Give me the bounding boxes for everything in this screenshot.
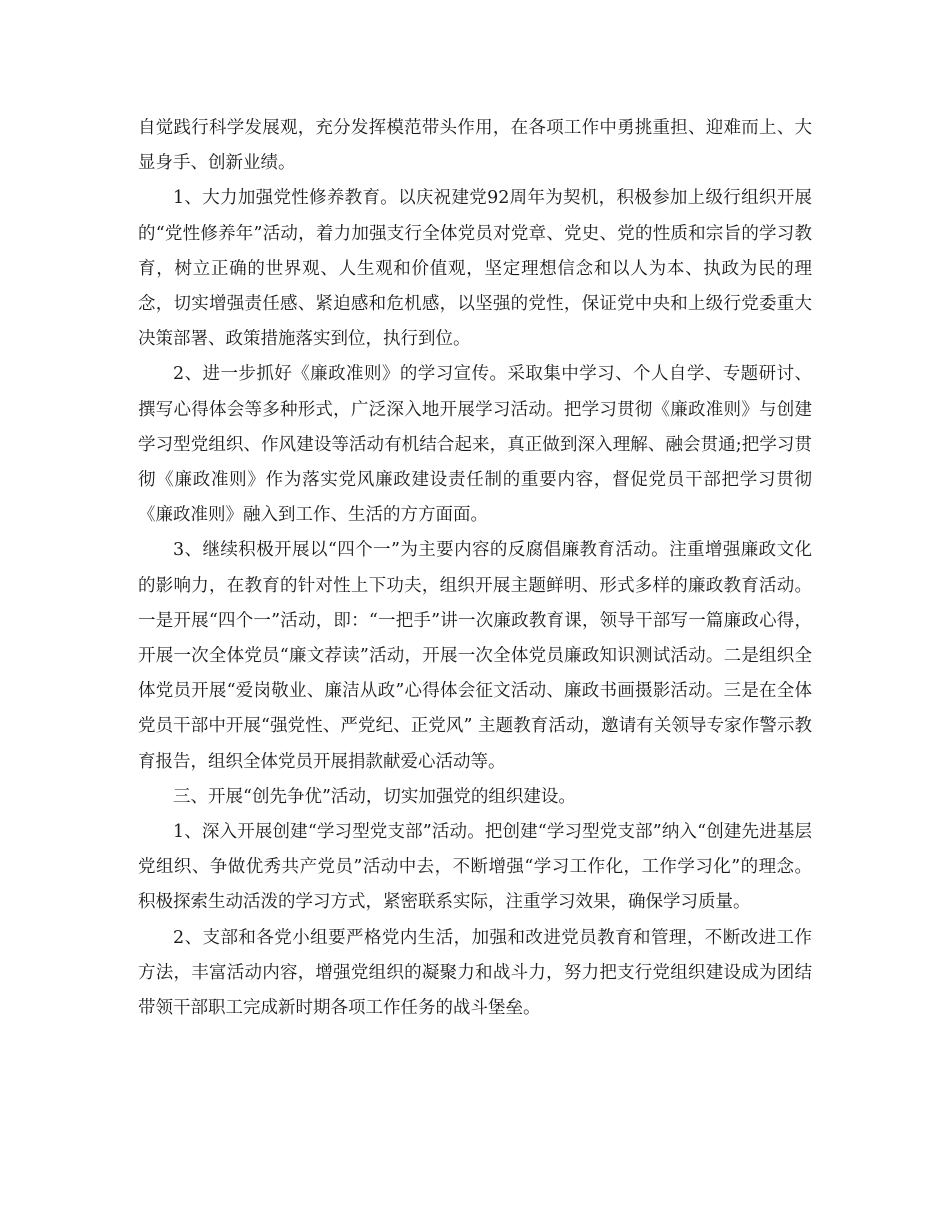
paragraph-continuation: 自觉践行科学发展观，充分发挥模范带头作用，在各项工作中勇挑重担、迎难而上、大显身手、创新业绩。: [138, 118, 812, 174]
paragraph-anti-corruption-activities: 3、继续积极开展以“四个一”为主要内容的反腐倡廉教育活动。注重增强廉政文化的影响力，在教育的针对性上下功夫，组织开展主题鲜明、形式多样的廉政教育活动。一是开展“四个一”活动，即：“一把手”讲一次廉政教育课，领导干部写一篇廉政心得，开展一次全体党员“廉文荐读”活动，开展一次全体党员廉政知识测试活动。二是组织全体党员开展“爱岗敬业、廉洁从政”心得体会征文活动、廉政书画摄影活动。三是在全体党员干部中开展“强党性、严党纪、正党风” 主题教育活动，邀请有关领导专家作警示教育报告，组织全体党员开展捐款献爱心活动等。: [138, 540, 812, 772]
paragraph-party-life: 2、支部和各党小组要严格党内生活，加强和改进党员教育和管理，不断改进工作方法，丰富活动内容，增强党组织的凝聚力和战斗力，努力把支行党组织建设成为团结带领干部职工完成新时期各项工作任务的战斗堡垒。: [138, 927, 812, 1019]
paragraph-integrity-guidelines-study: 2、进一步抓好《廉政准则》的学习宣传。采取集中学习、个人自学、专题研讨、撰写心得体会等多种形式，广泛深入地开展学习活动。把学习贯彻《廉政准则》与创建学习型党组织、作风建设等活动有机结合起来，真正做到深入理解、融会贯通;把学习贯彻《廉政准则》作为落实党风廉政建设责任制的重要内容，督促党员干部把学习贯彻《廉政准则》融入到工作、生活的方方面面。: [138, 364, 812, 526]
paragraph-learning-branch: 1、深入开展创建“学习型党支部”活动。把创建“学习型党支部”纳入“创建先进基层党组织、争做优秀共产党员”活动中去，不断增强“学习工作化，工作学习化”的理念。积极探索生动活泼的学习方式，紧密联系实际，注重学习效果，确保学习质量。: [138, 822, 812, 913]
document-body: [138, 111, 812, 1026]
section-heading-excellence-campaign: 三、开展“创先争优”活动，切实加强党的组织建设。: [173, 786, 576, 807]
paragraph-party-spirit-education: 1、大力加强党性修养教育。以庆祝建党92周年为契机，积极参加上级行组织开展的“党性修养年”活动，着力加强支行全体党员对党章、党史、党的性质和宗旨的学习教育，树立正确的世界观、人生观和价值观，坚定理想信念和以人为本、执政为民的理念，切实增强责任感、紧迫感和危机感，以坚强的党性，保证党中央和上级行党委重大决策部署、政策措施落实到位，执行到位。: [138, 188, 812, 350]
